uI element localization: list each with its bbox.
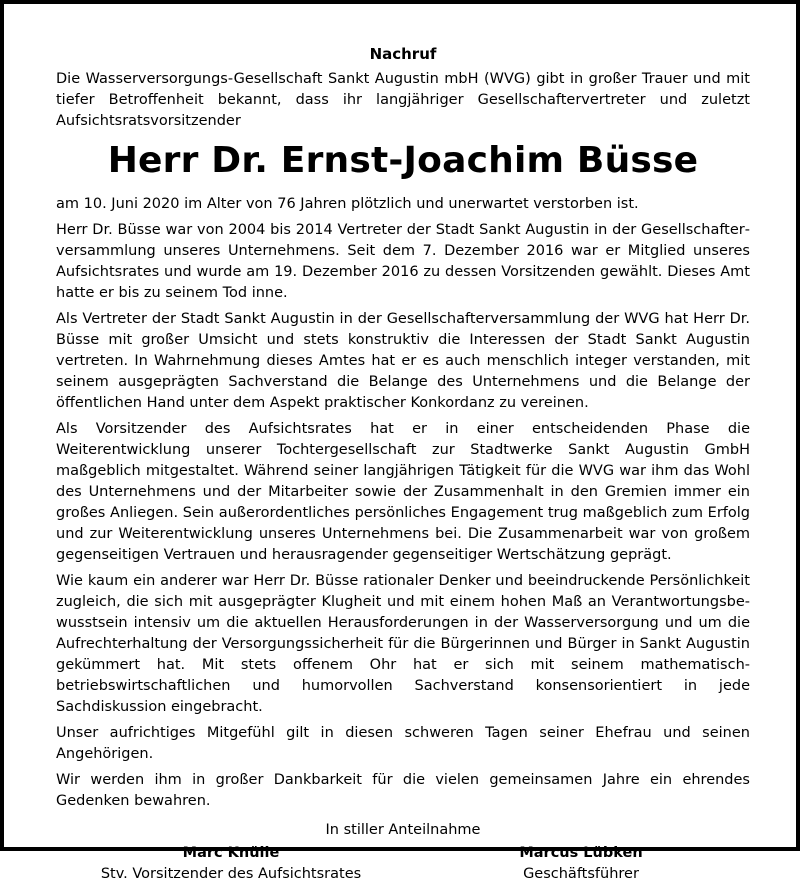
notice-heading: Nachruf [369,45,437,63]
body-paragraph-1: Herr Dr. Büsse war von 2004 bis 2014 Vertreter der Stadt Sankt Augustin in der Gesellschafterversammlung unseres Unternehmens. Seit dem 7. Dezember 2016 war er Mitglied unseres Aufsichtsrates und wurde am 19. Dezember 2016 zu dessen Vorsitzenden gewählt. Dieses Amt hatte er bis zu seinem Tod inne. [56,222,750,301]
deceased-name: Herr Dr. Ernst-Joachim Büsse [107,140,699,181]
body-paragraph-4: Wie kaum ein anderer war Herr Dr. Büsse rationaler Denker und beeindruckende Persönlichkeit zugleich, die sich mit ausgeprägter Klugheit und mit einem hohen Maß an Verantwortungsbewusstsein intensiv um die aktuellen Herausforderungen in der Wasserversorgung und um die Aufrechterhaltung der Versorgungssicherheit für die Bürgerinnen und Bürger in Sankt Augustin gekümmert hat. Mit stets offenem Ohr hat er sich mit seinem mathematisch-betriebswirtschaftlichen und humorvollen Sachverstand konsensorientiert in jede Sachdiskussion eingebracht. [56,573,750,715]
death-line: am 10. Juni 2020 im Alter von 76 Jahren plötzlich und unerwartet verstorben ist. [56,196,639,212]
signatory-title: Stv. Vorsitzender des Aufsichtsrates [100,866,362,882]
remembrance-paragraph: Wir werden ihm in großer Dankbarkeit für die vielen gemeinsamen Jahre ein ehrendes Gedenken bewahren. [56,772,750,809]
condolence-paragraph: Unser aufrichtiges Mitgefühl gilt in diesen schweren Tagen seiner Ehefrau und seinen Angehörigen. [56,725,750,762]
body-paragraph-3: Als Vorsitzender des Aufsichtsrates hat er in einer entscheidenden Phase die Weiterentwicklung unserer Tochtergesellschaft zur Stadtwerke Sankt Augustin GmbH maßgeblich mitgestaltet. Während seiner langjährigen Tätigkeit für die WVG war ihm das Wohl des Unternehmens und der Mitarbeiter sowie der Zusammenhalt in den Gremien immer ein großes Anliegen. Sein außerordentliches persönliches Engagement trug maßgeblich zum Erfolg und zur Weiterentwicklung unseres Unternehmens bei. Die Zusammenarbeit war von großem gegenseitigen Vertrauen und herausragender gegenseitiger Wertschätzung geprägt. [56,421,750,563]
signatory-name: Marcus Lübken [519,845,643,861]
signatory-right [466,843,696,885]
signature-block [56,843,750,887]
closing-phrase: In stiller Anteilnahme [325,822,481,838]
signatory-name: Marc Knülle [182,845,280,861]
signatory-left [96,843,366,885]
intro-paragraph: Die Wasserversorgungs-Gesellschaft Sankt Augustin mbH (WVG) gibt in großer Trauer und mit tiefer Betroffenheit bekannt, dass ihr langjähriger Gesellschaftervertreter und zuletzt Aufsichtsratsvorsitzender [56,71,750,129]
obituary-content [56,44,750,887]
body-paragraph-2: Als Vertreter der Stadt Sankt Augustin in der Gesellschafterversammlung der WVG hat Herr Dr. Büsse mit großer Umsicht und stets konstruktiv die Interessen der Stadt Sankt Augustin vertreten. In Wahrnehmung dieses Amtes hat er es auch menschlich integer verstanden, mit seinem ausgeprägten Sachverstand die Belange des Unternehmens und die Belange der öffentlichen Hand unter dem Aspekt praktischer Konkordanz zu vereinen. [56,311,750,411]
signatory-title: Geschäftsführer [523,866,639,882]
